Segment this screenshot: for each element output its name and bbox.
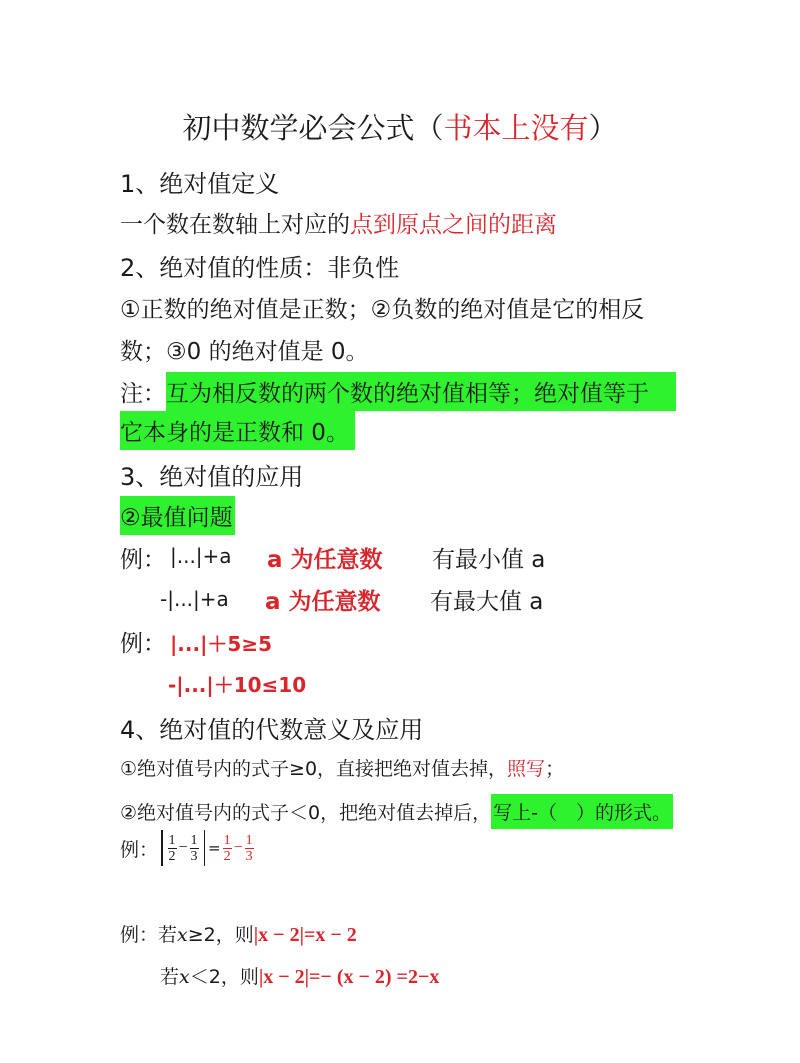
title-main: 初中数学必会公式（ <box>182 111 444 145</box>
s4-line1 <box>120 754 564 781</box>
s4-ex2-if: 若 <box>158 924 178 946</box>
s4-ex2 <box>120 920 357 947</box>
s4-heading: 4、绝对值的代数意义及应用 <box>120 716 424 744</box>
s4-ex-label: 例： <box>120 838 159 861</box>
s4-line1-plain: ①绝对值号内的式子≥0，直接把绝对值去掉， <box>120 758 508 780</box>
s2-line2: 数；③0 的绝对值是 0。 <box>120 339 369 365</box>
s4-ex3-if: 若 <box>160 966 180 988</box>
s4-line2-plain: ②绝对值号内的式子＜0，把绝对值去掉后， <box>120 802 492 824</box>
s2-note-label: 注： <box>120 381 166 407</box>
s4-ex3 <box>160 962 439 989</box>
s2-heading: 2、绝对值的性质：非负性 <box>120 254 400 282</box>
s2-line1: ①正数的绝对值是正数；②负数的绝对值是它的相反 <box>120 297 645 323</box>
s3-ex3-label: 例： <box>120 631 166 657</box>
s2-note-line1 <box>120 372 676 411</box>
abs-bar-right <box>204 830 206 866</box>
s2-note-text2: 它本身的是正数和 0。 <box>120 411 355 450</box>
s4-line1-red: 照写 <box>507 758 546 780</box>
s4-line2-hl: 写上-（ ）的形式。 <box>491 794 673 829</box>
s3-sub-text: ②最值问题 <box>120 496 235 535</box>
s3-ex3-expr: |...|＋5≥5 <box>170 632 272 656</box>
result-minus-sign: − <box>233 839 243 856</box>
s1-text <box>120 206 557 239</box>
s1-text-red: 点到原点之间的距离 <box>350 212 557 238</box>
s4-ex3-x: x <box>179 966 190 988</box>
equals-sign: = <box>208 839 221 857</box>
s3-sub <box>120 496 235 535</box>
s4-frac-example <box>120 830 256 866</box>
page-title <box>0 106 800 147</box>
s3-ex2-expr: -|...|+a <box>160 587 229 611</box>
s1-text-plain: 一个数在数轴上对应的 <box>120 212 350 238</box>
minus-sign: − <box>178 839 188 856</box>
s4-line1-end: ； <box>545 758 565 780</box>
abs-bar-left <box>161 830 163 866</box>
s4-line2 <box>120 794 673 829</box>
title-close: ） <box>588 111 618 145</box>
s3-ex2-red: a 为任意数 <box>265 589 381 615</box>
s3-ex4-expr: -|...|＋10≤10 <box>168 673 307 697</box>
s3-ex1-label: 例： <box>120 547 166 573</box>
title-red: 书本上没有 <box>443 111 589 145</box>
s3-heading: 3、绝对值的应用 <box>120 463 304 491</box>
fraction-third: $\frac{1}{3}$ <box>190 832 198 864</box>
s3-ex1-red: a 为任意数 <box>267 547 383 573</box>
s4-ex3-cond: ＜2，则 <box>189 966 259 988</box>
fraction-half: $\frac{1}{2}$ <box>168 832 176 864</box>
result-fraction-third: $\frac{1}{3}$ <box>245 832 253 864</box>
s3-ex1-result: 有最小值 a <box>432 547 546 573</box>
s3-ex2-result: 有最大值 a <box>430 589 544 615</box>
s1-heading: 1、绝对值定义 <box>120 170 280 198</box>
s4-ex3-expr: |x − 2|=− (x − 2) =2−x <box>258 966 440 988</box>
s2-note-line2 <box>120 411 355 450</box>
s2-note-text1: 互为相反数的两个数的绝对值相等；绝对值等于 <box>166 372 676 411</box>
result-fraction-half: $\frac{1}{2}$ <box>223 832 231 864</box>
s4-ex2-expr: |x − 2|=x − 2 <box>253 924 357 946</box>
s4-ex2-label: 例： <box>120 924 159 946</box>
s3-ex1-expr: |...|+a <box>170 544 232 568</box>
s4-ex2-cond: ≥2，则 <box>187 924 254 946</box>
s4-ex2-x: x <box>177 924 188 946</box>
